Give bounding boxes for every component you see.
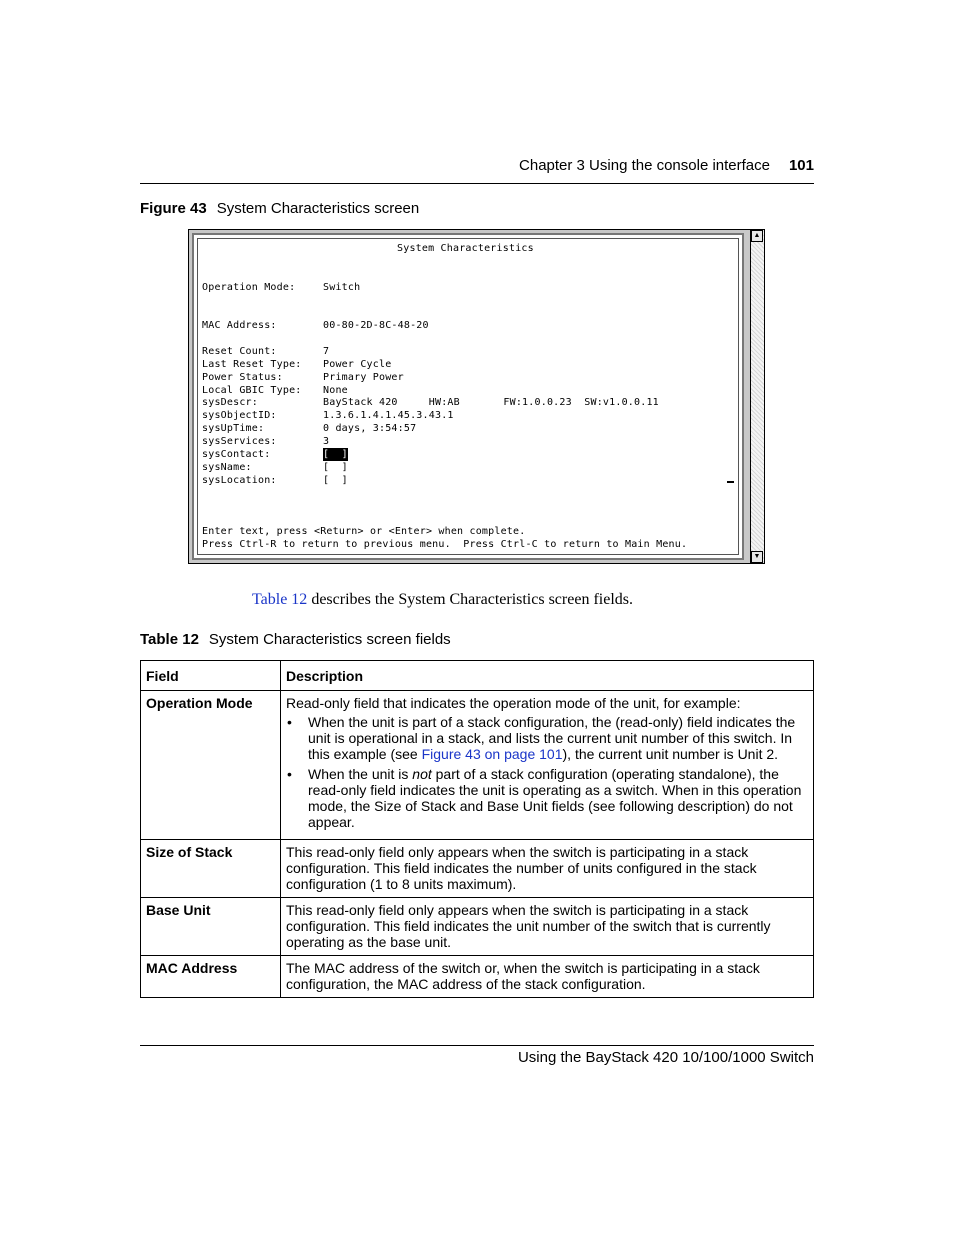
console-label: sysUpTime: <box>202 423 265 434</box>
console-value: 0 days, 3:54:57 <box>323 423 417 434</box>
table-header-row <box>141 661 814 691</box>
table-caption <box>140 631 451 648</box>
field-name: Base Unit <box>141 898 281 956</box>
list-item <box>286 714 808 762</box>
fields-table <box>140 660 814 998</box>
bullet-text: When the unit is <box>308 766 413 782</box>
table-12-link[interactable]: Table 12 <box>252 591 308 608</box>
sys-name-field[interactable]: [ ] <box>323 462 348 473</box>
table-row <box>141 898 814 956</box>
table-row <box>141 691 814 840</box>
console-hint: Enter text, press <Return> or <Enter> when complete. <box>202 526 526 537</box>
chapter-title: Chapter 3 Using the console interface <box>519 157 770 174</box>
console-label: sysContact: <box>202 449 271 460</box>
console-value: 7 <box>323 346 330 357</box>
page-number: 101 <box>788 157 814 174</box>
sys-contact-field[interactable]: [ ] <box>323 449 348 460</box>
text-cursor-icon <box>727 481 734 483</box>
console-value: 00-80-2D-8C-48-20 <box>323 320 429 331</box>
emphasis-text: not <box>412 766 432 782</box>
console-value: Primary Power <box>323 372 404 383</box>
console-label: Reset Count: <box>202 346 277 357</box>
field-name: Operation Mode <box>141 691 281 840</box>
column-header-field: Field <box>141 661 281 691</box>
console-title: System Characteristics <box>397 243 534 254</box>
figure-caption <box>140 200 419 217</box>
console-label: MAC Address: <box>202 320 277 331</box>
field-description: The MAC address of the switch or, when the switch is participating in a stack configuration, the MAC address of the stack configuration. <box>281 956 814 998</box>
page-footer: Using the BayStack 420 10/100/1000 Switch <box>140 1045 814 1066</box>
console-label: sysName: <box>202 462 252 473</box>
table-row <box>141 840 814 898</box>
figure-caption-text: System Characteristics screen <box>216 200 420 217</box>
console-value: Switch <box>323 282 361 293</box>
console-label: sysServices: <box>202 436 277 447</box>
scroll-up-arrow-icon: ▲ <box>751 230 763 242</box>
console-label: Last Reset Type: <box>202 359 302 370</box>
field-name: Size of Stack <box>141 840 281 898</box>
console-value: BayStack 420 HW:AB FW:1.0.0.23 SW:v1.0.0.11 <box>323 397 659 408</box>
console-label: sysLocation: <box>202 475 277 486</box>
console-value: Power Cycle <box>323 359 392 370</box>
field-description <box>281 691 814 840</box>
table-label: Table 12 <box>140 631 199 648</box>
figure-label: Figure 43 <box>140 200 207 217</box>
console-label: sysDescr: <box>202 397 258 408</box>
console-screenshot <box>188 229 765 564</box>
figure-43-link[interactable]: Figure 43 on page 101 <box>421 746 563 762</box>
console-value: 3 <box>323 436 330 447</box>
console-label: sysObjectID: <box>202 410 277 421</box>
console-scrollbar <box>750 230 764 563</box>
bullet-text: When the unit is part of a stack configuration, the (read-only) field indicates the unit is operational in a stack, and lists the current unit number of this switch. In this example (see <box>308 714 796 762</box>
bullet-list <box>286 714 808 830</box>
intro-paragraph <box>252 591 633 609</box>
console-hint: Press Ctrl-R to return to previous menu. Press Ctrl-C to return to Main Menu. <box>202 539 688 550</box>
scroll-down-arrow-icon: ▼ <box>751 551 763 563</box>
bullet-text: part of a stack configuration (operating standalone), the read-only field indicates the unit is operating as a switch. When in this operation mode, the Size of Stack and Base Unit fields (see following description) do not appear. <box>308 766 802 830</box>
intro-text: describes the System Characteristics screen fields. <box>307 591 633 608</box>
console-label: Operation Mode: <box>202 282 296 293</box>
list-item <box>286 766 808 830</box>
console-label: Local GBIC Type: <box>202 385 302 396</box>
column-header-description: Description <box>281 661 814 691</box>
field-description: This read-only field only appears when the switch is participating in a stack configuration. This field indicates the unit number of the switch that is currently operating as the base unit. <box>281 898 814 956</box>
console-value: None <box>323 385 348 396</box>
table-caption-text: System Characteristics screen fields <box>208 631 451 648</box>
sys-location-field[interactable]: [ ] <box>323 475 348 486</box>
table-row <box>141 956 814 998</box>
bullet-text: ), the current unit number is Unit 2. <box>562 746 779 762</box>
field-description: This read-only field only appears when the switch is participating in a stack configuration. This field indicates the number of units configured in the stack configuration (1 to 8 units maximum). <box>281 840 814 898</box>
console-value: 1.3.6.1.4.1.45.3.43.1 <box>323 410 454 421</box>
console-label: Power Status: <box>202 372 283 383</box>
field-name: MAC Address <box>141 956 281 998</box>
description-lead: Read-only field that indicates the operation mode of the unit, for example: <box>286 695 741 711</box>
page-header <box>140 155 814 184</box>
